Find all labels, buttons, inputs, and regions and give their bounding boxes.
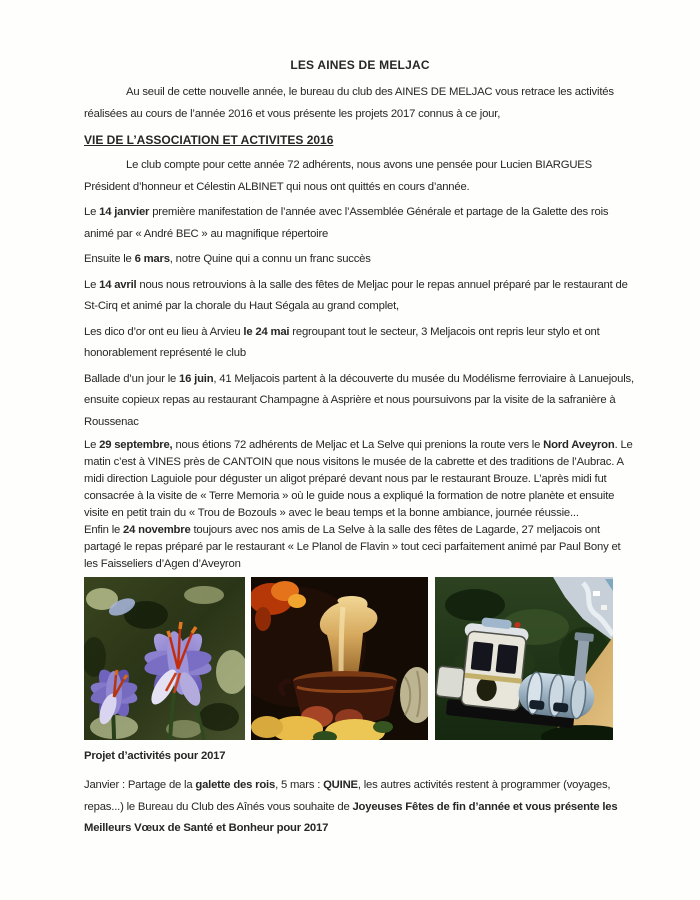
bold-text-run: QUINE	[323, 779, 358, 791]
activities-paragraphs	[84, 155, 636, 573]
text-run: . Le matin c’est à VINES près de CANTOIN que nous visitons le musée de la cabrette et des traditions de l’Aubrac. A midi direction Laguiole pour déguster un aligot préparé devant nous par le restaurant Brouze. L’après midi fut consacrée à la visite de « Terre Memoria » où le guide nous a expliqué la formation de notre planète et ensuite visite en petit train du « Trou de Bozouls » avec le beau temps et la bonne ambiance, journée réussie...	[84, 439, 633, 519]
projects-paragraph	[84, 775, 636, 840]
bold-text-run: 6 mars	[134, 253, 170, 265]
text-run: nous nous retrouvions à la salle des fêtes de Meljac pour le repas annuel préparé par le restaurant de St-Cirq et animé par la chorale du Haut Ségala au grand complet,	[84, 278, 628, 312]
text-run: Le	[84, 278, 100, 291]
text-run: Enfin le	[84, 524, 124, 536]
text-run: , notre Quine qui a connu un franc succès	[169, 253, 371, 265]
text-run: Les dico d’or ont eu lieu à Arvieu	[84, 325, 244, 338]
photo-aligot	[251, 577, 428, 740]
section-heading: VIE DE L’ASSOCIATION ET ACTIVITES 2016	[84, 133, 334, 147]
text-run: Ensuite le	[84, 253, 135, 265]
page-title: LES AINES DE MELJAC	[290, 58, 430, 72]
bold-text-run: Joyeuses Fêtes de fin d’année et vous présente les Meilleurs Vœux de Santé et Bonheur pour 2017	[84, 800, 618, 834]
text-run: Le	[84, 206, 100, 218]
photo-petit-train	[435, 577, 613, 740]
paragraph	[84, 82, 636, 125]
paragraph	[84, 322, 636, 365]
intro-paragraph	[84, 82, 636, 125]
paragraph	[84, 202, 636, 245]
paragraph	[84, 775, 636, 840]
text-run: , 5 mars :	[275, 779, 324, 791]
paragraph	[84, 369, 636, 434]
petit-train-illustration	[435, 577, 613, 740]
aligot-illustration	[251, 577, 428, 740]
text-run: , les autres activités restent à programmer (voyages, repas...) le Bureau du Club des Aînés vous souhaite de	[84, 779, 611, 813]
paragraph	[84, 155, 636, 198]
paragraph	[84, 437, 636, 573]
text-run: Ballade d’un jour le	[84, 372, 180, 385]
page-content	[84, 54, 636, 844]
saffron-flowers-illustration	[84, 577, 245, 740]
bold-text-run: 14 avril	[99, 278, 137, 291]
paragraph	[84, 275, 636, 318]
text-run: première manifestation de l’année avec l’Assemblée Générale et partage de la Galette des rois animé par « André BEC » au magnifique répertoire	[84, 206, 609, 240]
bold-text-run: 24 novembre	[123, 524, 191, 536]
bold-text-run: Nord Aveyron	[543, 439, 615, 451]
photo-saffron-flowers	[84, 577, 245, 740]
bold-text-run: galette des rois	[195, 779, 276, 791]
text-run: regroupant tout le secteur, 3 Meljacois ont repris leur stylo et ont honorablement représenté le club	[84, 325, 600, 359]
text-run: toujours avec nos amis de La Selve à la salle des fêtes de Lagarde, 27 meljacois ont partagé le repas préparé par le restaurant « Le Planol de Flavin » tout ceci parfaitement animé par Paul Bony et les Faisseliers d’Agen d’Aveyron	[84, 524, 621, 570]
text-run: Le	[84, 439, 100, 451]
bold-text-run: le 24 mai	[243, 325, 290, 338]
text-run: nous étions 72 adhérents de Meljac et La Selve qui prenions la route vers le	[172, 439, 544, 451]
bold-text-run: 14 janvier	[99, 206, 150, 218]
photo-strip	[84, 577, 636, 740]
text-run: Le club compte pour cette année 72 adhérents, nous avons une pensée pour Lucien BIARGUES Président d’honneur et Célestin ALBINET qui nous ont quittés en cours d’année.	[84, 159, 592, 193]
bold-text-run: 16 juin	[179, 372, 214, 385]
text-run: Janvier : Partage de la	[84, 779, 196, 791]
text-run: Au seuil de cette nouvelle année, le bureau du club des AINES DE MELJAC vous retrace les activités réalisées au cours de l’année 2016 et vous présente les projets 2017 connus à ce jour,	[84, 86, 614, 120]
bold-text-run: 29 septembre,	[99, 439, 173, 451]
text-run: , 41 Meljacois partent à la découverte du musée du Modélisme ferroviaire à Lanuejouls, ensuite copieux repas au restaurant Champagne à Asprière et nous poursuivons par la visite de la safranière à Roussenac	[84, 372, 634, 428]
projects-caption: Projet d’activités pour 2017	[84, 750, 226, 762]
paragraph	[84, 249, 636, 271]
